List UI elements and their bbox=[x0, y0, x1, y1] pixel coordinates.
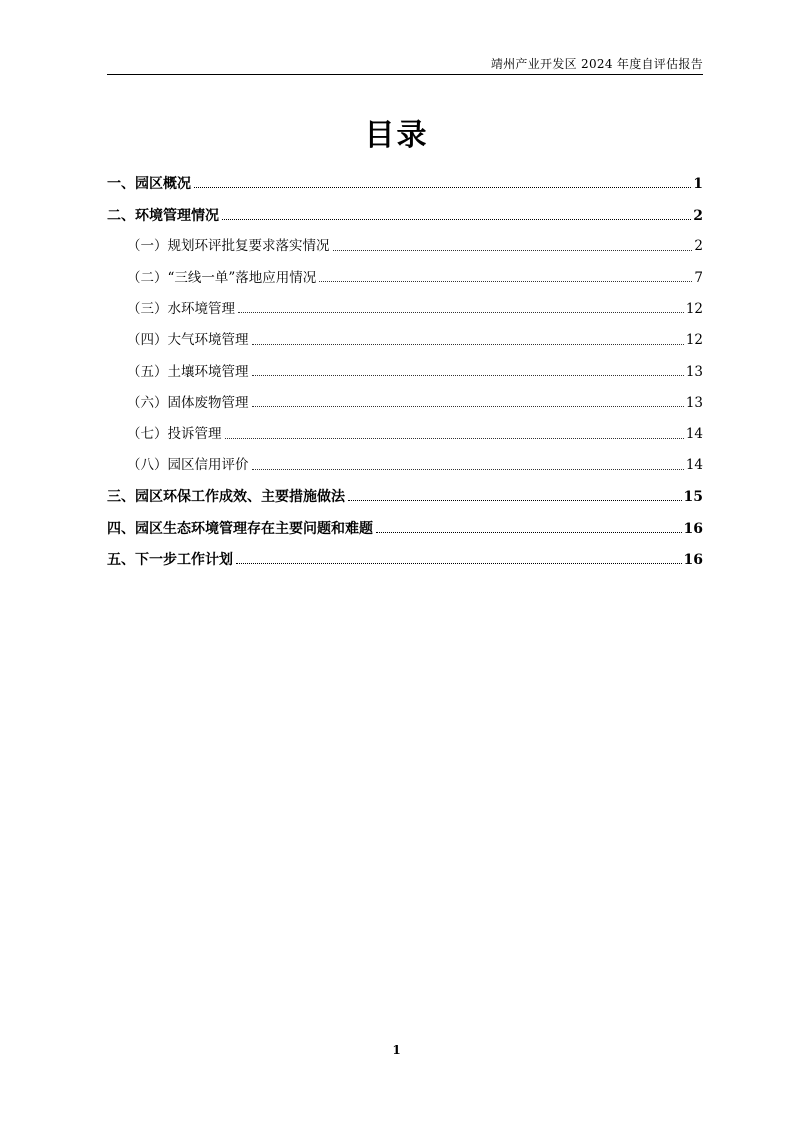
toc-entry[interactable] bbox=[107, 510, 703, 541]
toc-entry[interactable] bbox=[107, 197, 703, 228]
toc-entry-label: （一）规划环评批复要求落实情况 bbox=[127, 238, 330, 255]
toc-entry-page: 12 bbox=[685, 300, 703, 317]
toc-entry-page: 12 bbox=[685, 332, 703, 349]
toc-subentry[interactable] bbox=[107, 291, 703, 322]
toc-leader bbox=[238, 312, 684, 313]
page-number: 1 bbox=[392, 1043, 401, 1057]
toc-leader bbox=[376, 532, 682, 533]
header-rule bbox=[107, 74, 703, 75]
toc-entry-page: 14 bbox=[685, 457, 703, 474]
toc-entry-label: 二、环境管理情况 bbox=[107, 207, 219, 224]
toc-subentry[interactable] bbox=[107, 322, 703, 353]
toc-subentry[interactable] bbox=[107, 260, 703, 291]
toc-entry-page: 7 bbox=[694, 269, 703, 286]
toc-entry-label: 五、下一步工作计划 bbox=[107, 551, 233, 568]
toc-subentry[interactable] bbox=[107, 229, 703, 260]
toc-leader bbox=[194, 187, 691, 188]
toc-leader bbox=[225, 438, 684, 439]
toc-entry-label: （四）大气环境管理 bbox=[127, 332, 249, 349]
toc-leader bbox=[252, 375, 684, 376]
toc-entry-label: （二）“三线一单”落地应用情况 bbox=[127, 269, 317, 286]
toc-leader bbox=[252, 406, 684, 407]
toc-entry-page: 2 bbox=[693, 207, 703, 224]
toc-entry[interactable] bbox=[107, 166, 703, 197]
toc-leader bbox=[222, 219, 691, 220]
toc-entry-page: 16 bbox=[683, 551, 703, 568]
toc-entry-page: 16 bbox=[683, 520, 703, 537]
toc-leader bbox=[236, 563, 682, 564]
toc-leader bbox=[319, 281, 692, 282]
page-title: 目录 bbox=[364, 118, 429, 153]
toc-entry-page: 15 bbox=[683, 489, 703, 506]
toc-entry-page: 1 bbox=[693, 176, 703, 193]
toc-entry[interactable] bbox=[107, 479, 703, 510]
toc-entry-page: 14 bbox=[685, 426, 703, 443]
table-of-contents bbox=[107, 166, 703, 573]
toc-subentry[interactable] bbox=[107, 448, 703, 479]
toc-subentry[interactable] bbox=[107, 385, 703, 416]
toc-leader bbox=[333, 250, 693, 251]
toc-entry-label: （三）水环境管理 bbox=[127, 300, 235, 317]
running-header: 靖州产业开发区 2024 年度自评估报告 bbox=[490, 57, 703, 71]
toc-entry-label: （六）固体废物管理 bbox=[127, 394, 249, 411]
toc-subentry[interactable] bbox=[107, 416, 703, 447]
toc-leader bbox=[252, 469, 684, 470]
toc-entry-label: （八）园区信用评价 bbox=[127, 457, 249, 474]
toc-entry-label: 四、园区生态环境管理存在主要问题和难题 bbox=[107, 520, 373, 537]
toc-entry[interactable] bbox=[107, 542, 703, 573]
toc-subentry[interactable] bbox=[107, 354, 703, 385]
toc-entry-label: 三、园区环保工作成效、主要措施做法 bbox=[107, 489, 345, 506]
toc-entry-page: 13 bbox=[685, 363, 703, 380]
toc-entry-label: 一、园区概况 bbox=[107, 176, 191, 193]
toc-leader bbox=[252, 344, 684, 345]
toc-entry-page: 13 bbox=[685, 394, 703, 411]
toc-leader bbox=[348, 500, 682, 501]
toc-entry-label: （七）投诉管理 bbox=[127, 426, 222, 443]
toc-entry-page: 2 bbox=[694, 238, 703, 255]
toc-entry-label: （五）土壤环境管理 bbox=[127, 363, 249, 380]
